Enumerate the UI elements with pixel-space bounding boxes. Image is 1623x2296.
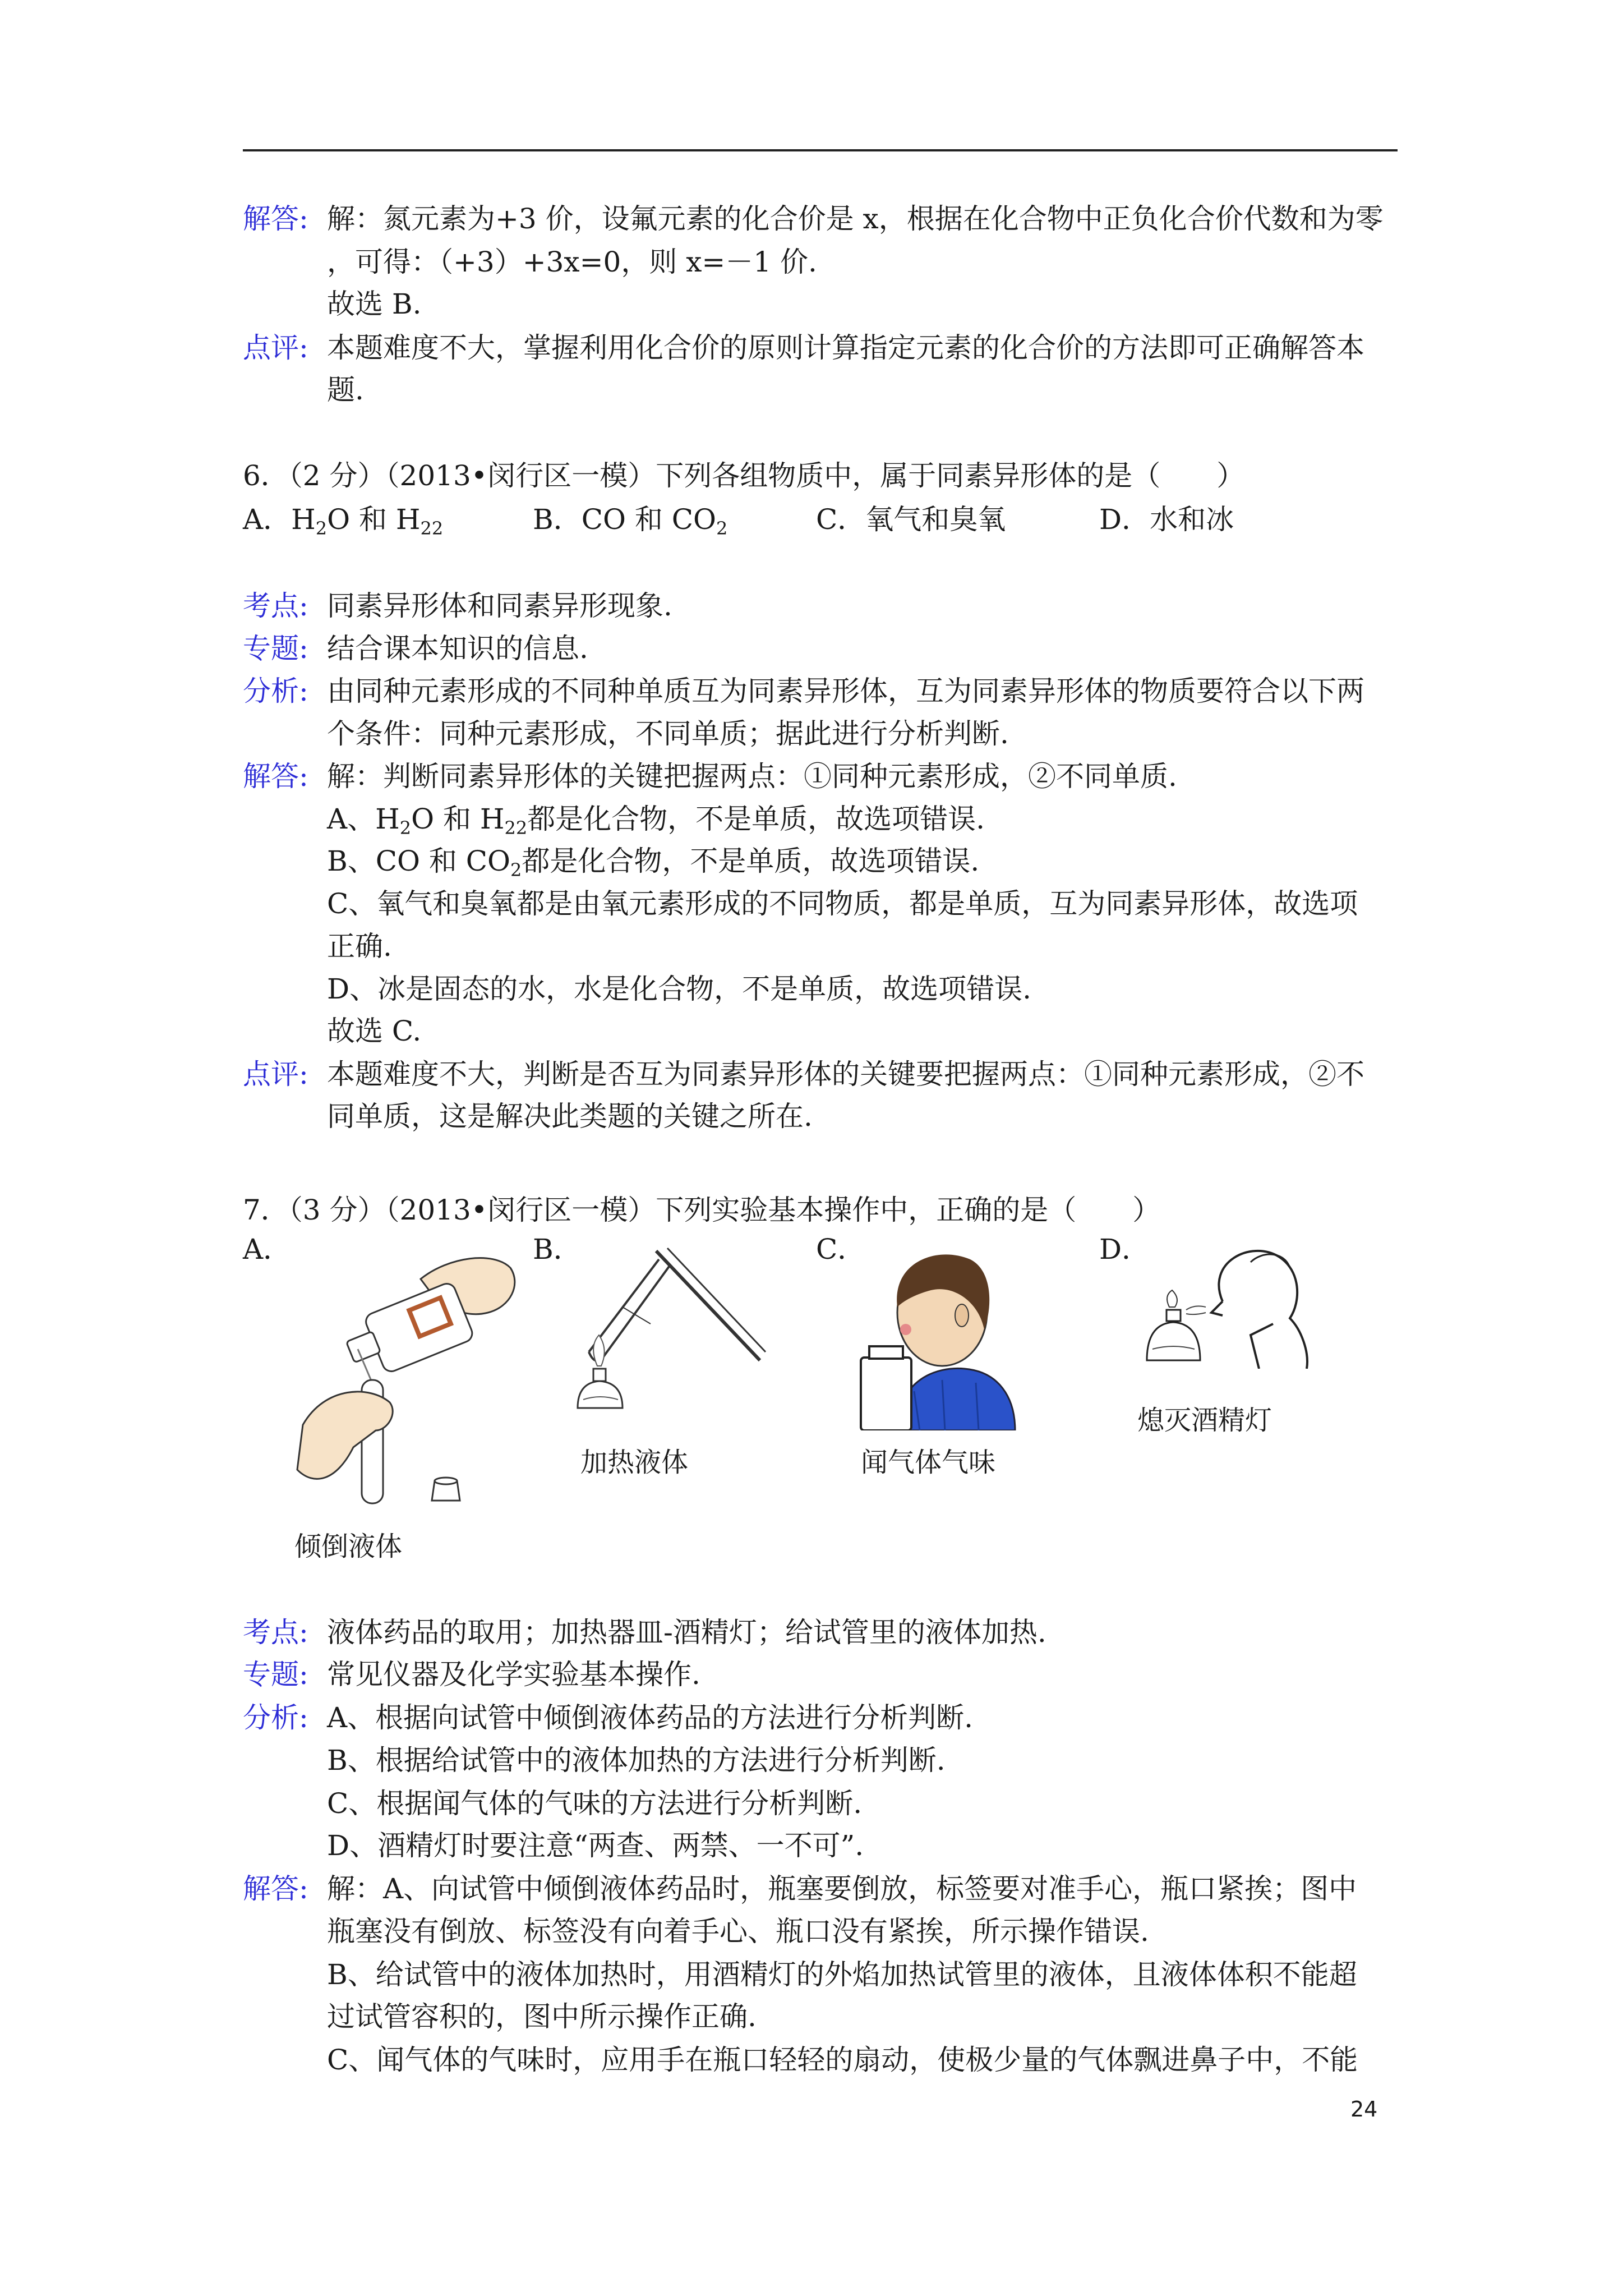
comment-line: 本题难度不大，判断是否互为同素异形体的关键要把握两点：①同种元素形成，②不 [327,1058,1364,1091]
analysis-line: B、根据给试管中的液体加热的方法进行分析判断. [327,1744,946,1777]
topic-text: 结合课本知识的信息. [327,632,588,665]
option-a: A． [243,1233,292,1266]
analysis-line: C、根据闻气体的气味的方法进行分析判断. [327,1787,863,1820]
answer-line: ，可得：（+3）+3x=0，则 x=－1 价. [327,246,817,278]
label-comment: 点评: [243,1058,308,1091]
analysis-line: 由同种元素形成的不同种单质互为同素异形体，互为同素异形体的物质要符合以下两 [327,675,1364,707]
answer-line: A、$H_2O$ 和 $H_{22}$都是化合物，不是单质，故选项错误. [327,803,985,839]
comment-line: 题. [327,374,364,406]
question-7-stem: 7．（3 分）（2013•闵行区一模）下列实验基本操作中，正确的是（ ） [243,1194,1161,1226]
label-topic: 专题: [243,1658,308,1691]
answer-line: C、氧气和臭氧都是由氧元素形成的不同物质，都是单质，互为同素异形体，故选项 [327,887,1358,920]
answer-line: 故选 B. [327,288,422,320]
label-answer: 解答: [243,203,308,235]
label-answer: 解答: [243,1872,308,1905]
answer-line: 故选 C. [327,1015,422,1047]
heating-liquid-figure [566,1240,780,1425]
question-6-stem: 6．（2 分）（2013•闵行区一模）下列各组物质中，属于同素异形体的是（ ） [243,459,1245,492]
option-d: D． [1099,1233,1150,1266]
label-point: 考点: [243,1616,308,1649]
option-b: B．CO 和 $CO_2$ [533,503,728,539]
label-analysis: 分析: [243,675,308,707]
analysis-line: 个条件：同种元素形成，不同单质；据此进行分析判断. [327,717,1009,750]
option-a: A．$H_2O$ 和 $H_{22}$ [243,503,444,539]
option-d: D．水和冰 [1099,503,1234,536]
answer-line: 解：A、向试管中倾倒液体药品时，瓶塞要倒放，标签要对准手心，瓶口紧挨；图中 [327,1872,1357,1905]
answer-line: 过试管容积的，图中所示操作正确. [327,2000,757,2033]
option-b: B． [533,1233,582,1266]
label-topic: 专题: [243,632,308,665]
extinguish-lamp-figure [1138,1240,1318,1369]
option-c: C．氧气和臭氧 [816,503,1006,536]
option-c: C． [816,1233,866,1266]
point-text: 同素异形体和同素异形现象. [327,590,672,622]
label-comment: 点评: [243,332,308,364]
caption-b: 加热液体 [580,1447,689,1478]
page-number: 24 [1350,2097,1378,2122]
answer-line: 瓶塞没有倒放、标签没有向着手心、瓶口没有紧挨，所示操作错误. [327,1915,1149,1948]
answer-line: C、闻气体的气味时，应用手在瓶口轻轻的扇动，使极少量的气体飘进鼻子中，不能 [327,2044,1358,2076]
answer-line: B、给试管中的液体加热时，用酒精灯的外焰加热试管里的液体，且液体体积不能超 [327,1958,1357,1991]
caption-a: 倾倒液体 [294,1531,403,1562]
analysis-line: D、酒精灯时要注意“两查、两禁、一不可”. [327,1829,864,1862]
answer-line: D、冰是固态的水，水是化合物，不是单质，故选项错误. [327,973,1031,1005]
caption-c: 闻气体气味 [861,1447,996,1478]
answer-line: 解：氮元素为+3 价，设氟元素的化合价是 x，根据在化合物中正负化合价代数和为零 [327,203,1384,235]
comment-line: 同单质，这是解决此类题的关键之所在. [327,1100,813,1133]
topic-text: 常见仪器及化学实验基本操作. [327,1658,700,1691]
comment-line: 本题难度不大，掌握利用化合价的原则计算指定元素的化合价的方法即可正确解答本 [327,332,1364,364]
answer-line: B、CO 和 $CO_2$都是化合物，不是单质，故选项错误. [327,845,980,881]
caption-d: 熄灭酒精灯 [1137,1405,1272,1436]
label-point: 考点: [243,590,308,622]
label-analysis: 分析: [243,1701,308,1734]
pouring-liquid-figure [292,1245,555,1515]
header-rule [243,149,1398,151]
analysis-line: A、根据向试管中倾倒液体药品的方法进行分析判断. [327,1701,974,1734]
answer-line: 解：判断同素异形体的关键把握两点：①同种元素形成，②不同单质. [327,760,1177,793]
point-text: 液体药品的取用；加热器皿-酒精灯；给试管里的液体加热. [327,1616,1046,1649]
answer-line: 正确. [327,930,392,963]
label-answer: 解答: [243,760,308,793]
smelling-gas-figure [858,1245,1026,1430]
